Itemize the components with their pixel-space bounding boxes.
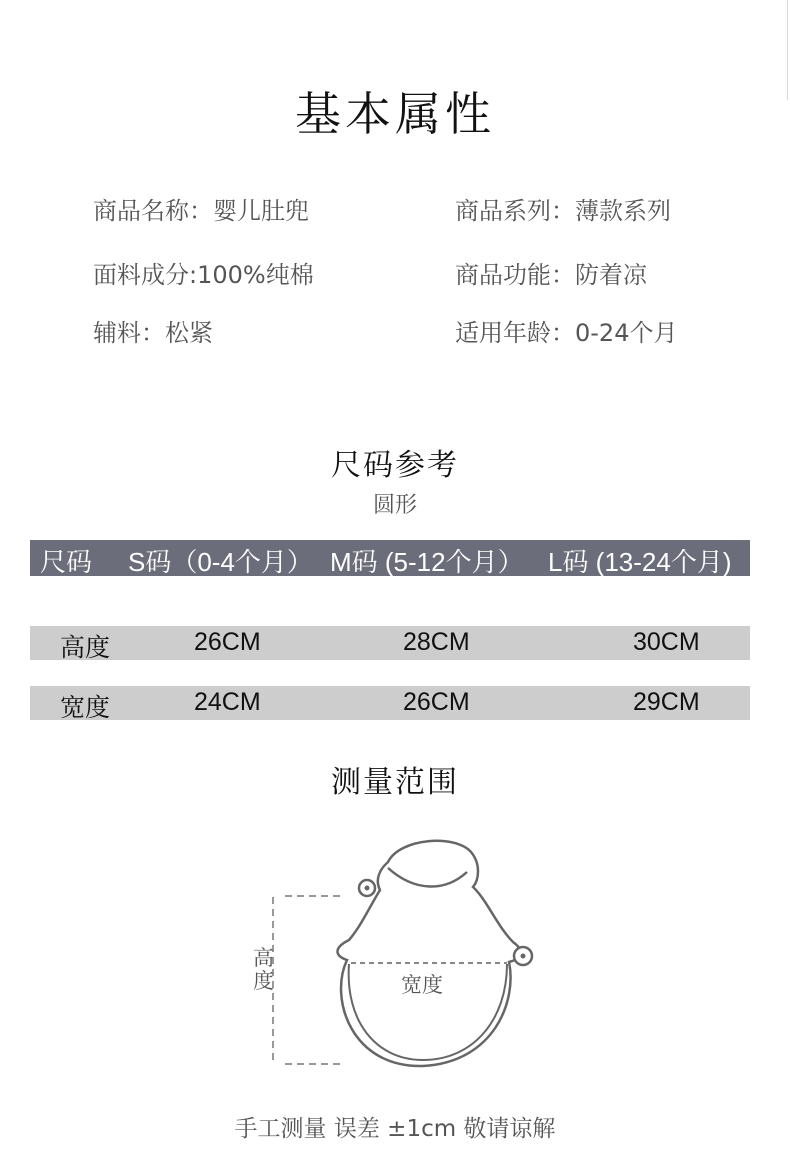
attr-product-series: 商品系列：薄款系列: [455, 197, 671, 225]
header-size-l: L码 (13-24个月): [548, 547, 732, 577]
attr-age: 适用年龄：0-24个月: [455, 319, 678, 347]
header-size-s: S码（0-4个月）: [128, 547, 313, 577]
height-label-char-1: 高: [253, 946, 274, 970]
header-size: 尺码: [40, 547, 93, 577]
height-label-char-2: 度: [253, 969, 274, 993]
row-label: 高度: [60, 634, 111, 662]
row-label: 宽度: [60, 694, 111, 722]
attr-accessory: 辅料：松紧: [93, 319, 213, 347]
attr-function: 商品功能：防着凉: [455, 261, 647, 289]
table-row-height: [30, 626, 750, 660]
bib-measurement-diagram: [225, 830, 585, 1090]
cell-value: 30CM: [633, 628, 700, 656]
left-button-hole: [365, 886, 370, 891]
cell-value: 29CM: [633, 688, 700, 716]
width-label: 宽度: [401, 973, 443, 997]
page-title: 基本属性: [295, 87, 495, 141]
shape-label: 圆形: [372, 493, 417, 518]
cell-value: 24CM: [194, 688, 261, 716]
cell-value: 26CM: [194, 628, 261, 656]
table-row-width: [30, 686, 750, 720]
size-table-header: [30, 540, 750, 576]
attr-fabric: 面料成分:100%纯棉: [93, 261, 314, 289]
measurement-note: 手工测量 误差 ±1cm 敬请谅解: [234, 1116, 556, 1142]
right-button-hole: [521, 954, 526, 959]
attr-product-name: 商品名称：婴儿肚兜: [93, 197, 309, 225]
bib-neckline: [388, 868, 467, 887]
cell-value: 28CM: [403, 628, 470, 656]
header-size-m: M码 (5-12个月）: [330, 547, 524, 577]
size-section-title: 尺码参考: [331, 448, 459, 483]
measure-section-title: 测量范围: [331, 765, 459, 800]
cell-value: 26CM: [403, 688, 470, 716]
